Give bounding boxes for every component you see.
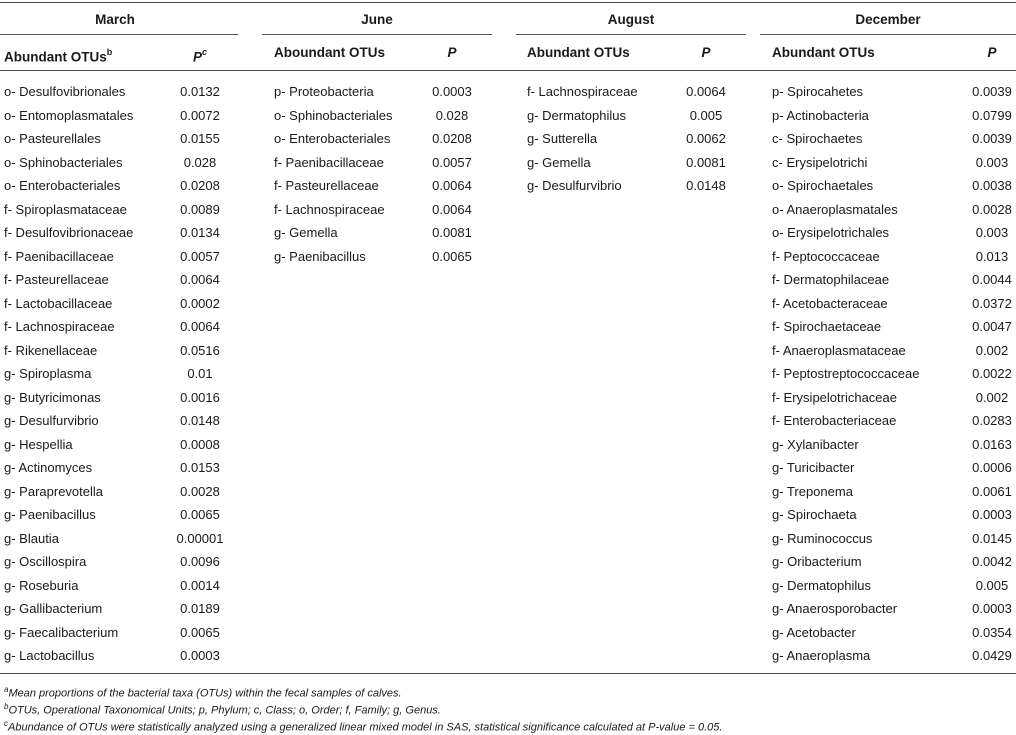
p-value: 0.0081 bbox=[432, 225, 472, 240]
month-rule-december bbox=[760, 34, 1016, 35]
table-row bbox=[772, 84, 1016, 108]
p-value: 0.0372 bbox=[972, 295, 1012, 311]
table-row bbox=[772, 178, 1016, 202]
table-row bbox=[772, 343, 1016, 367]
table-row bbox=[4, 484, 234, 508]
month-header-march: March bbox=[95, 12, 135, 27]
p-value: 0.0145 bbox=[972, 530, 1012, 546]
otu-name: g- Butyricimonas bbox=[4, 389, 101, 405]
otu-name: f- Erysipelotrichaceae bbox=[772, 389, 897, 405]
otu-name: o- Entomoplasmatales bbox=[4, 107, 134, 123]
footnote-text: OTUs, Operational Taxonomical Units; p, Phylum; c, Class; o, Order; f, Family; g, Genus. bbox=[8, 704, 441, 717]
otu-name: g- Hespellia bbox=[4, 436, 73, 452]
table-row bbox=[274, 84, 488, 108]
col-header-otu-august: Abundant OTUs bbox=[527, 45, 630, 60]
otu-name: g- Gemella bbox=[527, 154, 591, 170]
otu-name: g- Treponema bbox=[772, 483, 853, 499]
p-value: 0.00001 bbox=[176, 530, 224, 546]
otu-name: f- Peptococcaceae bbox=[772, 248, 880, 264]
otu-name: f- Paenibacillaceae bbox=[4, 248, 114, 264]
table-row bbox=[274, 225, 488, 249]
p-value: 0.0799 bbox=[972, 107, 1012, 123]
table-row bbox=[274, 155, 488, 179]
table-bottom-rule bbox=[0, 673, 1016, 674]
otu-name: o- Spirochaetales bbox=[772, 178, 874, 193]
p-value: 0.0014 bbox=[180, 577, 220, 593]
table-row bbox=[4, 155, 234, 179]
footnote-ref-b: b bbox=[106, 47, 113, 57]
table-row bbox=[772, 390, 1016, 414]
otu-name: g- Turicibacter bbox=[772, 460, 855, 475]
table-row bbox=[4, 625, 234, 649]
table-row bbox=[772, 249, 1016, 273]
otu-name: g- Spiroplasma bbox=[4, 366, 92, 381]
p-value: 0.0047 bbox=[972, 319, 1012, 334]
p-value: 0.0057 bbox=[180, 248, 220, 264]
otu-name: g- Paenibacillus bbox=[4, 507, 96, 522]
p-value: 0.0002 bbox=[180, 295, 220, 311]
col-header-p-text: P bbox=[192, 49, 202, 65]
otu-name: o- Sphinobacteriales bbox=[4, 154, 123, 170]
table-row bbox=[772, 601, 1016, 625]
table-row bbox=[772, 413, 1016, 437]
p-value: 0.0038 bbox=[972, 178, 1012, 193]
col-header-otu-text: Abundant OTUs bbox=[4, 49, 107, 65]
otu-name: p- Actinobacteria bbox=[772, 107, 869, 123]
otu-name: c- Spirochaetes bbox=[772, 131, 863, 146]
otu-name: g- Blautia bbox=[4, 530, 59, 546]
p-value: 0.0354 bbox=[972, 624, 1012, 640]
p-value: 0.0064 bbox=[432, 201, 472, 217]
otu-name: f- Lachnospiraceae bbox=[527, 84, 638, 99]
col-header-p-june: P bbox=[447, 45, 457, 60]
p-value: 0.028 bbox=[183, 154, 217, 170]
p-value: 0.0148 bbox=[180, 413, 220, 428]
p-value: 0.005 bbox=[975, 577, 1009, 593]
otu-name: f- Acetobacteraceae bbox=[772, 295, 888, 311]
table-row bbox=[772, 366, 1016, 390]
otu-name: g- Anaeroplasma bbox=[772, 648, 871, 663]
p-value: 0.0283 bbox=[972, 413, 1012, 428]
otu-name: c- Erysipelotrichi bbox=[772, 154, 868, 170]
table-row bbox=[4, 390, 234, 414]
p-value: 0.0016 bbox=[180, 389, 220, 405]
p-value: 0.0429 bbox=[972, 648, 1012, 663]
p-value: 0.0028 bbox=[972, 201, 1012, 217]
otu-name: g- Dermatophilus bbox=[527, 107, 626, 123]
month-rule-march bbox=[0, 34, 238, 35]
otu-name: g- Ruminococcus bbox=[772, 530, 873, 546]
otu-name: f- Lachnospiraceae bbox=[274, 201, 385, 217]
table-row bbox=[4, 319, 234, 343]
table-row bbox=[772, 131, 1016, 155]
table-row bbox=[4, 531, 234, 555]
table-row bbox=[772, 484, 1016, 508]
p-value: 0.0064 bbox=[180, 272, 220, 287]
otu-name: g- Oribacterium bbox=[772, 554, 862, 569]
otu-name: f- Desulfovibrionaceae bbox=[4, 225, 134, 240]
table-row bbox=[772, 319, 1016, 343]
table-row bbox=[772, 460, 1016, 484]
col-header-p-august: P bbox=[701, 45, 711, 60]
table-row bbox=[772, 225, 1016, 249]
table-row bbox=[4, 343, 234, 367]
otu-list-march bbox=[4, 84, 234, 672]
p-value: 0.0064 bbox=[432, 178, 472, 193]
p-value: 0.0064 bbox=[180, 319, 220, 334]
otu-name: g- Actinomyces bbox=[4, 460, 93, 475]
otu-name: g- Gemella bbox=[274, 225, 338, 240]
col-header-otu-june: Aboundant OTUs bbox=[274, 45, 385, 60]
month-header-june: June bbox=[361, 12, 393, 27]
table-row bbox=[4, 108, 234, 132]
table-row bbox=[4, 202, 234, 226]
table-row bbox=[4, 437, 234, 461]
col-header-otu-march bbox=[4, 45, 112, 66]
footnote-text: Mean proportions of the bacterial taxa (OTUs) within the fecal samples of calves. bbox=[8, 687, 402, 700]
p-value: 0.0028 bbox=[180, 483, 220, 499]
otu-name: o- Desulfovibrionales bbox=[4, 84, 126, 99]
p-value: 0.0061 bbox=[972, 483, 1012, 499]
table-row bbox=[274, 108, 488, 132]
p-value: 0.0208 bbox=[180, 178, 220, 193]
footnote-c bbox=[4, 717, 722, 735]
otu-name: f- Peptostreptococcaceae bbox=[772, 366, 920, 381]
footnote-b bbox=[4, 700, 441, 718]
table-row bbox=[274, 178, 488, 202]
otu-name: g- Gallibacterium bbox=[4, 601, 103, 616]
otu-name: f- Dermatophilaceae bbox=[772, 272, 890, 287]
p-value: 0.0006 bbox=[972, 460, 1012, 475]
otu-name: f- Spiroplasmataceae bbox=[4, 201, 127, 217]
footnote-text: Abundance of OTUs were statistically analyzed using a generalized linear mixed model in SAS, statistical significance calculated at P-value = 0.05. bbox=[8, 721, 723, 734]
month-rule-june bbox=[262, 34, 492, 35]
table-row bbox=[4, 296, 234, 320]
p-value: 0.0163 bbox=[972, 436, 1012, 452]
otu-name: g- Roseburia bbox=[4, 577, 79, 593]
otu-name: g- Desulfurvibrio bbox=[4, 413, 99, 428]
p-value: 0.0042 bbox=[972, 554, 1012, 569]
table-row bbox=[274, 202, 488, 226]
p-value: 0.0003 bbox=[972, 507, 1012, 522]
table-row bbox=[4, 366, 234, 390]
p-value: 0.01 bbox=[187, 366, 213, 381]
p-value: 0.0148 bbox=[686, 178, 726, 193]
table-row bbox=[4, 413, 234, 437]
otu-name: o- Enterobacteriales bbox=[274, 131, 391, 146]
p-value: 0.028 bbox=[435, 107, 469, 123]
table-top-rule bbox=[0, 2, 1016, 3]
col-header-otu-december: Abundant OTUs bbox=[772, 45, 875, 60]
otu-name: g- Acetobacter bbox=[772, 624, 856, 640]
otu-name: f- Anaeroplasmataceae bbox=[772, 342, 906, 358]
p-value: 0.0064 bbox=[686, 84, 726, 99]
month-header-december: December bbox=[855, 12, 921, 27]
table-row bbox=[772, 507, 1016, 531]
p-value: 0.0096 bbox=[180, 554, 220, 569]
table-row bbox=[4, 601, 234, 625]
footnote-a bbox=[4, 683, 402, 701]
table-row bbox=[4, 648, 234, 672]
p-value: 0.005 bbox=[689, 107, 723, 123]
table-row bbox=[4, 460, 234, 484]
p-value: 0.0132 bbox=[180, 84, 220, 99]
table-row bbox=[527, 108, 741, 132]
table-row bbox=[772, 625, 1016, 649]
p-value: 0.0153 bbox=[180, 460, 220, 475]
p-value: 0.002 bbox=[975, 342, 1009, 358]
p-value: 0.0081 bbox=[686, 154, 726, 170]
otu-name: f- Pasteurellaceae bbox=[274, 178, 379, 193]
otu-name: f- Pasteurellaceae bbox=[4, 272, 109, 287]
p-value: 0.0089 bbox=[180, 201, 220, 217]
p-value: 0.002 bbox=[975, 389, 1009, 405]
otu-name: f- Rikenellaceae bbox=[4, 342, 98, 358]
table-row bbox=[527, 84, 741, 108]
table-row bbox=[274, 131, 488, 155]
p-value: 0.0062 bbox=[686, 131, 726, 146]
otu-name: g- Spirochaeta bbox=[772, 507, 857, 522]
col-header-p-march bbox=[170, 45, 230, 66]
p-value: 0.0003 bbox=[180, 648, 220, 663]
p-value: 0.0155 bbox=[180, 131, 220, 146]
otu-name: f- Paenibacillaceae bbox=[274, 154, 384, 170]
p-value: 0.0044 bbox=[972, 272, 1012, 287]
footnote-ref-c: c bbox=[202, 47, 208, 57]
otu-name: f- Spirochaetaceae bbox=[772, 319, 882, 334]
p-value: 0.0134 bbox=[180, 225, 220, 240]
otu-name: g- Anaerosporobacter bbox=[772, 601, 898, 616]
p-value: 0.0003 bbox=[972, 601, 1012, 616]
table-row bbox=[527, 155, 741, 179]
table-row bbox=[527, 131, 741, 155]
p-value: 0.013 bbox=[975, 248, 1009, 264]
p-value: 0.0039 bbox=[972, 131, 1012, 146]
p-value: 0.0008 bbox=[180, 436, 220, 452]
p-value: 0.0208 bbox=[432, 131, 472, 146]
otu-name: o- Enterobacteriales bbox=[4, 178, 121, 193]
table-row bbox=[772, 296, 1016, 320]
otu-name: o- Pasteurellales bbox=[4, 131, 101, 146]
table-row bbox=[772, 648, 1016, 672]
table-row bbox=[4, 272, 234, 296]
header-bottom-rule bbox=[0, 70, 1016, 71]
otu-list-december bbox=[772, 84, 1016, 672]
table-row bbox=[4, 131, 234, 155]
table-row bbox=[772, 554, 1016, 578]
otu-name: f- Enterobacteriaceae bbox=[772, 413, 897, 428]
table-row bbox=[274, 249, 488, 273]
otu-name: g- Sutterella bbox=[527, 131, 598, 146]
table-row bbox=[772, 108, 1016, 132]
p-value: 0.0065 bbox=[180, 624, 220, 640]
col-header-p-december: P bbox=[987, 45, 997, 60]
otu-name: p- Spirocahetes bbox=[772, 84, 864, 99]
table-row bbox=[4, 507, 234, 531]
otu-name: g- Xylanibacter bbox=[772, 436, 859, 452]
otu-name: f- Lachnospiraceae bbox=[4, 319, 115, 334]
table-row bbox=[527, 178, 741, 202]
otu-name: o- Sphinobacteriales bbox=[274, 107, 393, 123]
otu-name: g- Dermatophilus bbox=[772, 577, 871, 593]
otu-name: f- Lactobacillaceae bbox=[4, 295, 113, 311]
otu-name: g- Paenibacillus bbox=[274, 248, 366, 264]
otu-name: p- Proteobacteria bbox=[274, 84, 374, 99]
table-row bbox=[4, 178, 234, 202]
p-value: 0.003 bbox=[975, 154, 1009, 170]
p-value: 0.0516 bbox=[180, 342, 220, 358]
otu-list-august bbox=[527, 84, 741, 202]
otu-name: o- Anaeroplasmatales bbox=[772, 201, 898, 217]
otu-name: o- Erysipelotrichales bbox=[772, 225, 890, 240]
table-row bbox=[772, 531, 1016, 555]
p-value: 0.003 bbox=[975, 225, 1009, 240]
p-value: 0.0003 bbox=[432, 84, 472, 99]
table-row bbox=[772, 437, 1016, 461]
table-row bbox=[772, 155, 1016, 179]
table-row bbox=[4, 578, 234, 602]
table-row bbox=[772, 272, 1016, 296]
footnote-marker: a bbox=[4, 685, 9, 694]
table-row bbox=[4, 554, 234, 578]
footnote-marker: c bbox=[4, 719, 8, 728]
p-value: 0.0065 bbox=[180, 507, 220, 522]
p-value: 0.0057 bbox=[432, 154, 472, 170]
p-value: 0.0022 bbox=[972, 366, 1012, 381]
p-value: 0.0065 bbox=[432, 248, 472, 264]
p-value: 0.0189 bbox=[180, 601, 220, 616]
otu-list-june bbox=[274, 84, 488, 272]
table-row bbox=[772, 578, 1016, 602]
p-value: 0.0072 bbox=[180, 107, 220, 123]
p-value: 0.0039 bbox=[972, 84, 1012, 99]
month-header-august: August bbox=[607, 12, 655, 27]
otu-name: g- Faecalibacterium bbox=[4, 624, 119, 640]
table-row bbox=[4, 84, 234, 108]
footnote-marker: b bbox=[4, 702, 9, 711]
month-rule-august bbox=[516, 34, 746, 35]
table-row bbox=[4, 249, 234, 273]
table-row bbox=[772, 202, 1016, 226]
otu-name: g- Lactobacillus bbox=[4, 648, 95, 663]
table-row bbox=[4, 225, 234, 249]
otu-name: g- Desulfurvibrio bbox=[527, 178, 622, 193]
otu-name: g- Paraprevotella bbox=[4, 483, 103, 499]
otu-name: g- Oscillospira bbox=[4, 554, 87, 569]
